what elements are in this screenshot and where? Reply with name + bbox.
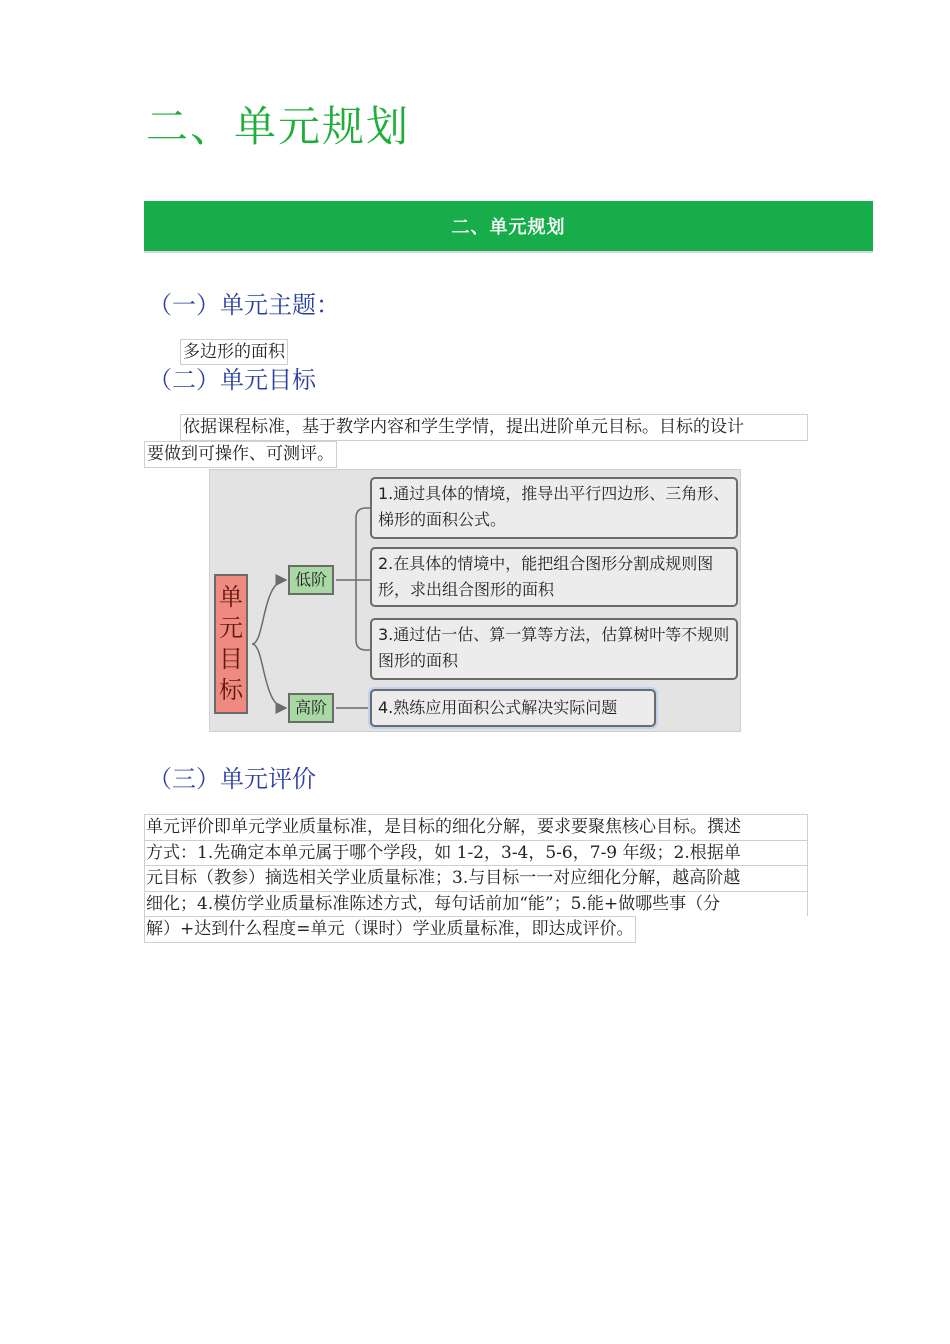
mindmap-node-low: 低阶 bbox=[288, 565, 334, 595]
section-heading-theme: （一）单元主题： bbox=[148, 291, 340, 319]
mindmap-goal-1: 1.通过具体的情境，推导出平行四边形、三角形、梯形的面积公式。 bbox=[370, 477, 738, 539]
mindmap-node-high: 高阶 bbox=[288, 693, 334, 723]
evaluation-line: 方式：1.先确定本单元属于哪个学段，如 1-2，3-4，5-6，7-9 年级；2.根据单 bbox=[144, 840, 808, 866]
evaluation-line: 细化；4.模仿学业质量标准陈述方式，每句话前加“能”；5.能+做哪些事（分 bbox=[144, 891, 808, 917]
goals-mindmap bbox=[209, 469, 741, 732]
mindmap-goal-4: 4.熟练应用面积公式解决实际问题 bbox=[370, 689, 656, 727]
section-heading-evaluation: （三）单元评价 bbox=[148, 765, 316, 793]
evaluation-line: 元目标（教参）摘选相关学业质量标准；3.与目标一一对应细化分解，越高阶越 bbox=[144, 865, 808, 891]
unit-theme-text: 多边形的面积 bbox=[180, 339, 288, 365]
banner-title: 二、单元规划 bbox=[451, 217, 566, 238]
mindmap-goal-2: 2.在具体的情境中，能把组合图形分割成规则图形，求出组合图形的面积 bbox=[370, 547, 738, 607]
page-title: 二、单元规划 bbox=[146, 102, 411, 151]
section-banner bbox=[144, 201, 873, 253]
mindmap-goal-3: 3.通过估一估、算一算等方法，估算树叶等不规则图形的面积 bbox=[370, 618, 738, 680]
mindmap-root-node: 单元目标 bbox=[214, 574, 248, 714]
section-heading-goals: （二）单元目标 bbox=[148, 366, 316, 394]
evaluation-paragraph bbox=[144, 814, 808, 943]
goals-paragraph bbox=[144, 414, 808, 468]
evaluation-line: 解）+达到什么程度=单元（课时）学业质量标准，即达成评价。 bbox=[144, 916, 636, 943]
evaluation-line: 单元评价即单元学业质量标准，是目标的细化分解，要求要聚焦核心目标。撰述 bbox=[144, 814, 808, 840]
goals-paragraph-line1: 依据课程标准，基于教学内容和学生学情，提出进阶单元目标。目标的设计 bbox=[180, 414, 808, 441]
goals-paragraph-line2: 要做到可操作、可测评。 bbox=[144, 441, 337, 468]
